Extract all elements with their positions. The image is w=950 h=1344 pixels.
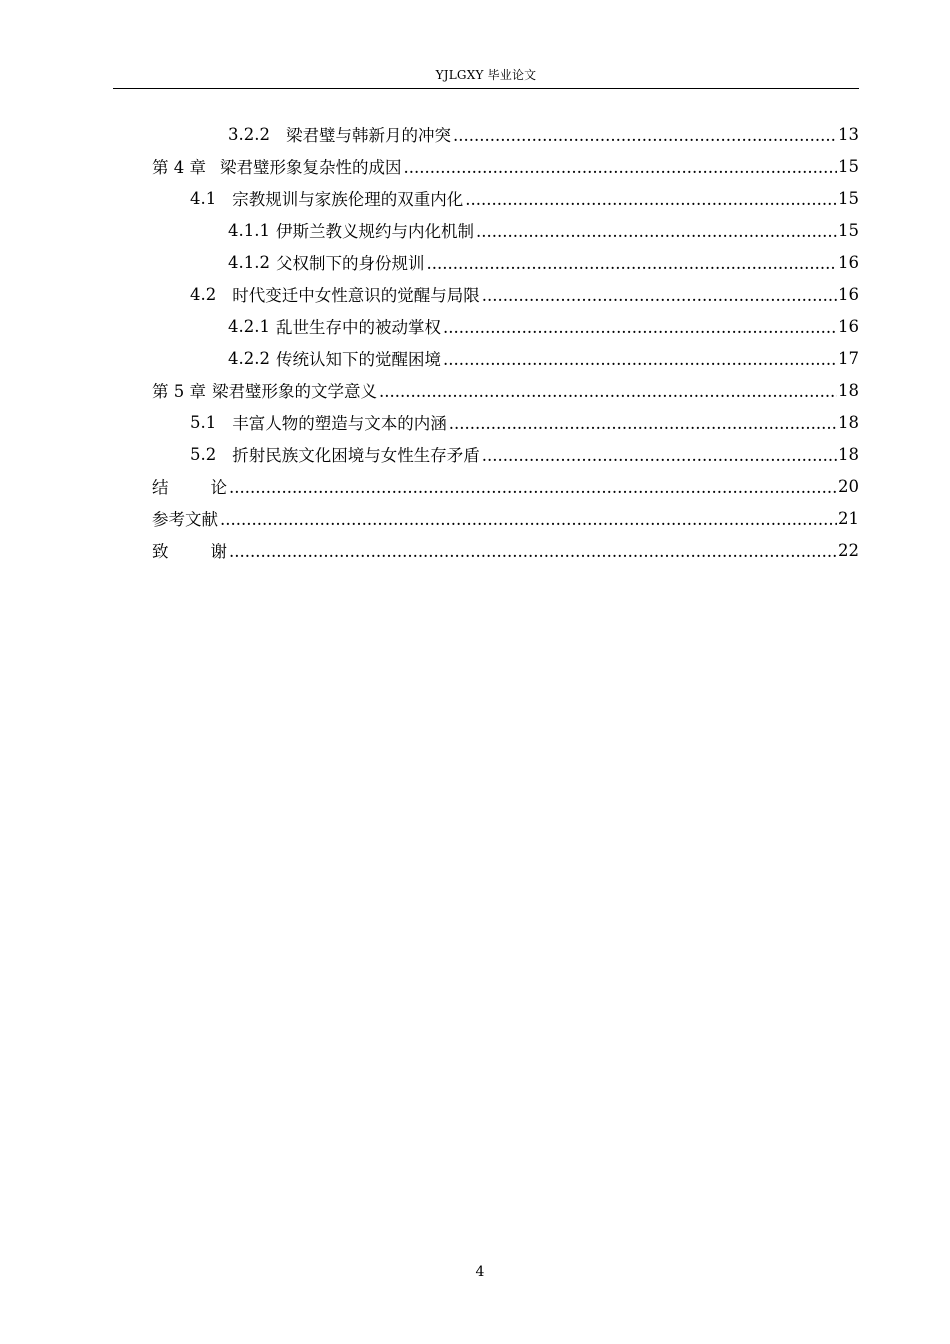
toc-dot-leader [220,510,837,529]
toc-entry-title: 传统认知下的觉醒困境 [275,350,441,369]
toc-entry-title: 参考文献 [152,510,218,529]
toc-entry-title: 宗教规训与家族伦理的双重内化 [232,190,464,209]
toc-entry-page: 20 [838,476,859,496]
toc-entry-4-2-2[interactable] [152,342,859,374]
toc-dot-leader [229,542,837,561]
toc-entry-5-1[interactable] [152,406,859,438]
toc-entry-3-2-2[interactable] [152,118,859,150]
toc-entry-references[interactable] [152,502,859,534]
toc-entry-page: 15 [838,188,859,208]
toc-dot-leader [449,414,837,433]
toc-entry-number: 第 5 章 [152,382,206,401]
toc-entry-title: 丰富人物的塑造与文本的内涵 [232,414,447,433]
toc-entry-page: 15 [838,220,859,240]
toc-entry-conclusion[interactable] [152,470,859,502]
toc-entry-page: 16 [838,252,859,272]
toc-entry-title: 时代变迁中女性意识的觉醒与局限 [232,286,480,305]
toc-entry-title: 梁君璧形象的文学意义 [212,382,377,401]
toc-entry-title: 乱世生存中的被动掌权 [275,318,441,337]
toc-entry-page: 15 [838,156,859,176]
toc-dot-leader [379,382,837,401]
toc-entry-number: 3.2.2 [228,124,270,144]
toc-entry-page: 22 [838,540,859,560]
toc-entry-page: 18 [838,380,859,400]
toc-entry-page: 16 [838,316,859,336]
toc-entry-4-2[interactable] [152,278,859,310]
toc-entry-page: 17 [838,348,859,368]
toc-entry-number: 4.2.1 [228,316,270,336]
toc-entry-4-1-1[interactable] [152,214,859,246]
toc-entry-number: 第 4 章 [152,158,206,177]
page-number: 4 [475,1264,485,1280]
toc-entry-page: 21 [838,508,859,528]
toc-dot-leader [404,158,838,177]
running-header: YJLGXY 毕业论文 [435,68,537,82]
toc-entry-title: 致谢 [152,542,227,561]
toc-entry-page: 18 [838,412,859,432]
toc-entry-title: 伊斯兰教义规约与内化机制 [275,222,474,241]
toc-dot-leader [482,286,837,305]
toc-entry-title: 折射民族文化困境与女性生存矛盾 [232,446,480,465]
toc-entry-acknowledgements[interactable] [152,534,859,566]
toc-entry-title: 结论 [152,478,227,497]
table-of-contents [152,118,859,566]
toc-dot-leader [443,318,837,337]
toc-dot-leader [482,446,837,465]
toc-entry-number: 4.1.2 [228,252,270,272]
toc-entry-page: 18 [838,444,859,464]
toc-dot-leader [453,126,837,145]
toc-entry-number: 4.1.1 [228,220,270,240]
toc-entry-number: 5.2 [190,444,217,464]
toc-entry-4-1-2[interactable] [152,246,859,278]
toc-dot-leader [465,190,837,209]
toc-entry-number: 4.1 [190,188,217,208]
toc-entry-4-1[interactable] [152,182,859,214]
toc-entry-number: 5.1 [190,412,217,432]
header-rule [113,88,859,89]
toc-entry-title: 父权制下的身份规训 [275,254,425,273]
toc-entry-number: 4.2.2 [228,348,270,368]
toc-entry-chapter-4[interactable] [152,150,859,182]
toc-entry-number: 4.2 [190,284,217,304]
toc-entry-4-2-1[interactable] [152,310,859,342]
toc-entry-page: 16 [838,284,859,304]
toc-entry-title: 梁君璧与韩新月的冲突 [285,126,451,145]
toc-entry-chapter-5[interactable] [152,374,859,406]
toc-dot-leader [426,254,837,273]
toc-entry-5-2[interactable] [152,438,859,470]
toc-entry-page: 13 [838,124,859,144]
toc-dot-leader [476,222,837,241]
toc-entry-title: 梁君璧形象复杂性的成因 [220,158,402,177]
toc-dot-leader [229,478,837,497]
toc-dot-leader [443,350,837,369]
